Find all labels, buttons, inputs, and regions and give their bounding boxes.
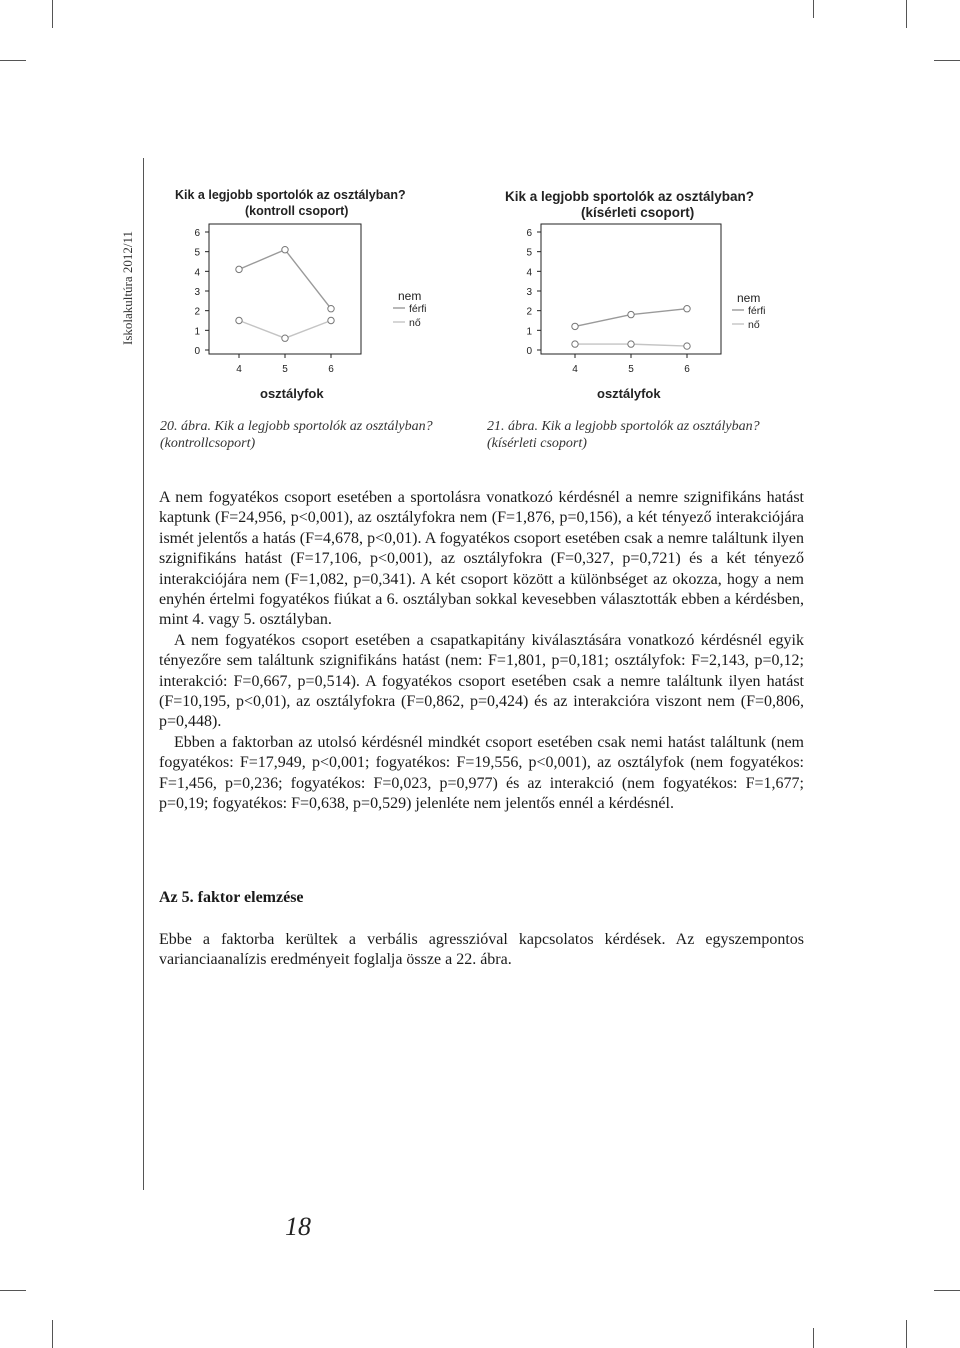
y-tick-label: 3 [194,287,200,298]
crop-mark [0,1290,26,1291]
crop-mark [934,1290,960,1291]
x-axis [572,354,690,375]
data-point [328,306,334,312]
x-axis [236,354,334,375]
x-tick-label: 5 [628,364,634,375]
y-tick-label: 2 [194,306,200,318]
crop-mark [52,0,53,28]
figure-21-caption: 21. ábra. Kik a legjobb sportolók az osztályban? (kísérleti csoport) [487,419,760,451]
crop-mark [52,1320,53,1348]
data-point [282,247,288,253]
legend-label: férfi [409,303,427,315]
chart-title-line2: (kísérleti csoport) [581,205,695,220]
chart-title-line1: Kik a legjobb sportolók az osztályban? [175,188,406,202]
x-tick-label: 4 [236,364,242,375]
legend [732,305,766,331]
legend-title: nem [398,289,422,303]
legend-label: nő [409,317,421,329]
y-tick-label: 6 [526,228,532,239]
data-point [328,317,334,323]
section-heading: Az 5. faktor elemzése [159,889,304,906]
data-point [236,266,242,272]
chart-title-line2: (kontroll csoport) [245,204,349,218]
crop-mark [813,0,814,18]
plot-frame [541,224,721,354]
data-point [572,323,578,329]
x-tick-label: 5 [282,364,288,375]
legend-label: nő [748,319,760,331]
running-title: Iskolakultúra 2012/11 [120,231,135,345]
data-point [684,306,690,312]
y-axis [526,228,541,357]
paragraph: Ebben a faktorban az utolsó kérdésnél mindkét csoport esetében csak nemi hatást találtunk (nem fogyatékos: F=17,949, p<0,001; fogyatékos: F=19,556, p<0,001), az osztályfok (nem fogyatékos: F=1,456, p=0,236; fogyatékos: F=0,023, p=0,977) és az interakció (nem fogyatékos: F=1,677; p=0,19; fogyatékos: F=0,638, p=0,529) jelenléte nem jelentős ennél a kérdésnél. [159,733,804,813]
legend [393,303,427,329]
paragraph: A nem fogyatékos csoport esetében a csapatkapitány kiválasztására vonatkozó kérdésnél egyik tényezőre sem találtunk szignifikáns hatást (nem: F=1,801, p=0,181; osztályfok: F=2,143, p=0,12; interakció: F=0,667, p=0,514). A fogyatékos csoport esetében csak a nemre találtunk ilyen hatást (F=10,195, p<0,01), az osztályfokra (F=0,862, p=0,424) és az interakcióra viszont nem (F=0,806, p=0,448). [159,631,804,731]
y-tick-label: 5 [194,247,200,259]
margin-rule [143,158,144,1190]
figure-21-chart [497,180,802,405]
paragraph: A nem fogyatékos csoport esetében a sportolásra vonatkozó kérdésnél a nemre szignifikáns hatást kaptunk (F=24,956, p<0,001), az osztályfokra nem (F=1,876, p=0,156), a két tényező interakciójára ismét jelentős a hatás (F=4,678, p<0,01). A fogyatékos csoport esetében csak a nemre találtunk ilyen szignifikáns hatást (F=17,106, p<0,001), az osztályfokra (F=0,327, p=0,721) és a két tényező interakciójára nem (F=1,082, p=0,341). A két csoport között a különbséget az okozza, hogy a nem enyhén értelmi fogyatékos fiúkat a 6. osztályban sokkal kevesebben választották ebben a kérdésben, mint 4. vagy 5. osztályban. [159,489,804,629]
data-point [628,341,634,347]
x-axis-label: osztályfok [260,386,324,401]
data-point [628,311,634,317]
y-tick-label: 6 [194,228,200,239]
legend-label: férfi [748,305,766,317]
crop-mark [0,60,26,61]
series-line [239,250,331,309]
x-axis-label: osztályfok [597,386,661,401]
y-tick-label: 1 [526,326,532,338]
series-group [572,306,690,350]
figure-20-caption: 20. ábra. Kik a legjobb sportolók az osztályban? (kontrollcsoport) [160,419,433,451]
y-tick-label: 4 [526,267,532,279]
x-tick-label: 6 [684,364,690,375]
x-tick-label: 4 [572,364,578,375]
body-text [159,488,804,815]
y-tick-label: 5 [526,247,532,259]
data-point [572,341,578,347]
crop-mark [934,60,960,61]
y-tick-label: 3 [526,287,532,298]
legend-title: nem [737,291,761,305]
crop-mark [813,1328,814,1348]
crop-mark [906,1320,907,1348]
crop-mark [906,0,907,28]
section-paragraph: Ebbe a faktorba kerültek a verbális agresszióval kapcsolatos kérdések. Az egyszempontos varianciaanalízis eredményeit foglalja össze a 22. ábra. [159,931,804,969]
y-tick-label: 0 [194,346,200,357]
y-tick-label: 4 [194,267,200,279]
data-point [236,317,242,323]
page-number: 18 [285,1212,311,1241]
series-group [236,247,334,342]
data-point [282,335,288,341]
y-axis [194,228,209,357]
y-tick-label: 1 [194,326,200,338]
y-tick-label: 2 [526,306,532,318]
figure-20-chart [165,180,455,405]
chart-title-line1: Kik a legjobb sportolók az osztályban? [505,189,755,204]
data-point [684,343,690,349]
y-tick-label: 0 [526,346,532,357]
x-tick-label: 6 [328,364,334,375]
